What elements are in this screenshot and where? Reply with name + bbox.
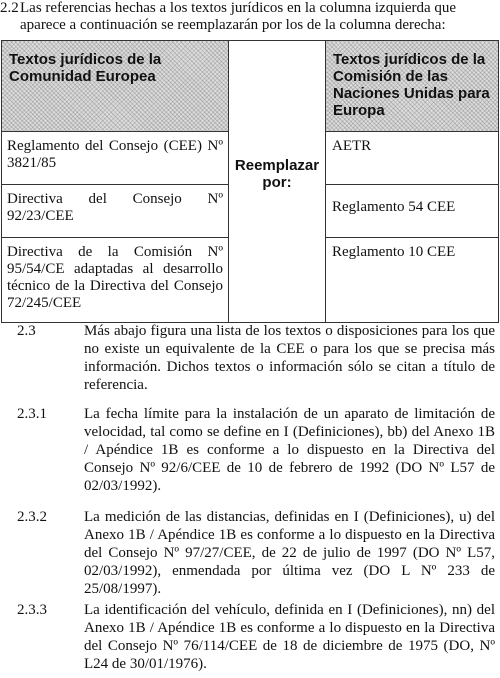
header-spacer (229, 41, 326, 132)
section-text: La medición de las distancias, definidas en I (Definiciones), u) del Anexo 1B / Apéndice 1B es conforme a lo dispuesto en la Directiva del Consejo Nº 97/27/CEE, de 22 de julio de 1997 (DO Nº L57, 02/03/1992), enmendada por última vez (DO L Nº 233 de 25/08/1997). (84, 509, 495, 597)
section-number: 2.3.2 (17, 509, 47, 525)
replace-label-text: Reemplazar por: (234, 156, 320, 191)
section-number: 2.3 (17, 323, 36, 339)
intro-line-1: Las referencias hechas a los textos jurídicos en la columna izquierda que (20, 0, 457, 16)
intro-line-2: aparece a continuación se reemplazarán por los de la columna derecha: (20, 17, 446, 33)
section-number: 2.3.3 (17, 602, 47, 618)
header-left: Textos jurídicos de la Comunidad Europea (2, 41, 229, 132)
section-text: La fecha límite para la instalación de un aparato de limitación de velocidad, tal como se define en I (Definiciones), bb) del Anexo 1B / Apéndice 1B es conforme a lo dispuesto en la Directiva del Consejo Nº 92/6/CEE de 10 de febrero de 1992 (DO Nº L57 de 02/03/1992). (84, 406, 495, 494)
section-2-3-1 (17, 405, 495, 495)
row-1-left: Reglamento del Consejo (CEE) Nº 3821/85 (2, 132, 229, 185)
section-text: Más abajo figura una lista de los textos o disposiciones para los que no existe un equivalente de la CEE o para los que se precisa más información. Dichos textos o información sólo se citan a título de referencia. (84, 323, 495, 393)
section-2-3-2 (17, 508, 495, 598)
row-2-left: Directiva del Consejo Nº 92/23/CEE (2, 185, 229, 238)
row-1-right: AETR (326, 132, 499, 185)
reference-table (1, 40, 499, 323)
section-2-3 (17, 322, 495, 394)
row-2-right: Reglamento 54 CEE (326, 185, 499, 238)
intro-paragraph (0, 0, 492, 34)
header-right: Textos jurídicos de la Comisión de las Naciones Unidas para Europa (326, 41, 499, 132)
row-3-right: Reglamento 10 CEE (326, 238, 499, 323)
replace-label (229, 132, 326, 323)
section-text: La identificación del vehículo, definida en I (Definiciones), nn) del Anexo 1B / Apéndice 1B es conforme a lo dispuesto en la Directiva del Consejo Nº 76/114/CEE de 18 de diciembre de 1975 (DO, Nº L24 de 30/01/1976). (84, 602, 495, 672)
intro-number: 2.2 (0, 0, 19, 16)
row-3-left: Directiva de la Comisión Nº 95/54/CE adaptadas al desarrollo técnico de la Directiva del Consejo 72/245/CEE (2, 238, 229, 323)
section-number: 2.3.1 (17, 406, 47, 422)
table-row (2, 132, 499, 185)
section-2-3-3 (17, 601, 495, 673)
table-header-row (2, 41, 499, 132)
